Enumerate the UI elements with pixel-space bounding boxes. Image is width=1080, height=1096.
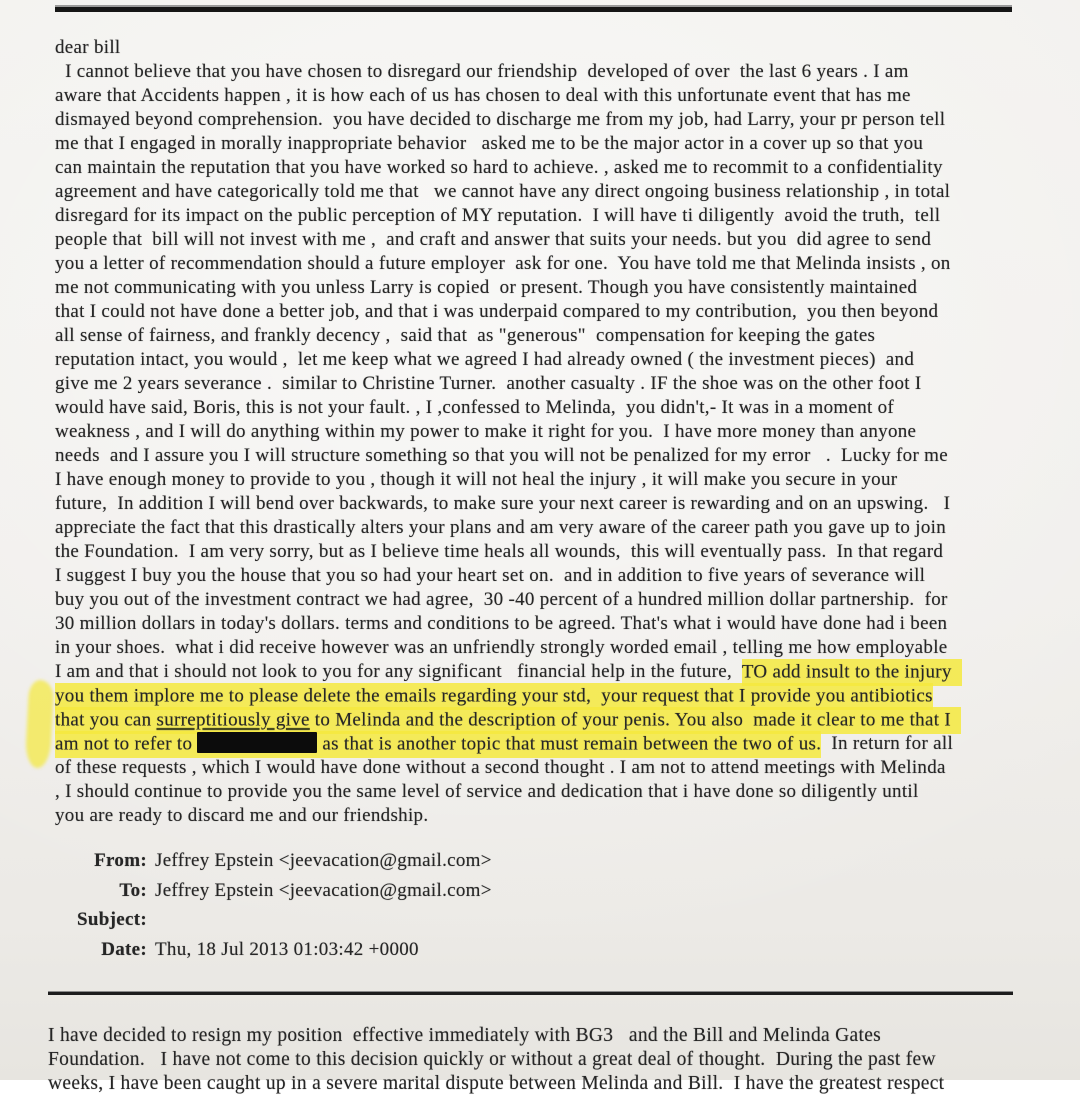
letter-line — [55, 300, 1035, 324]
letter-text: I am and that i should not look to you for any significant financial help in the future, — [55, 661, 742, 682]
letter-text: all sense of fairness, and frankly decency , said that as "generous" compensation for keeping the gates — [55, 325, 876, 346]
letter-text: in your shoes. what i did receive however was an unfriendly strongly worded email , telling me how employable — [55, 637, 948, 658]
letter-text: I suggest I buy you the house that you so had your heart set on. and in addition to five years of severance will — [55, 565, 926, 586]
letter-line — [55, 420, 1035, 444]
letter-line — [55, 540, 1035, 564]
letter-line — [55, 396, 1035, 420]
highlighted-text: as that is another topic that must remain between the two of us. — [317, 731, 821, 758]
letter-line — [55, 780, 1035, 804]
header-value: Jeffrey Epstein <jeevacation@gmail.com> — [155, 850, 492, 871]
letter-line — [55, 492, 1035, 516]
header-value: Thu, 18 Jul 2013 01:03:42 +0000 — [155, 938, 419, 960]
header-label: To: — [119, 879, 147, 901]
letter-text: disregard for its impact on the public perception of MY reputation. I will have ti diligently avoid the truth, tell — [55, 205, 941, 226]
header-row — [55, 849, 755, 872]
letter-text: that I could not have done a better job, and that i was underpaid compared to my contribution, you then beyond — [55, 301, 939, 322]
letter-text: the Foundation. I am very sorry, but as I believe time heals all wounds, this will eventually pass. In that regard — [55, 541, 944, 562]
letter-line — [55, 348, 1035, 372]
footer-line: Foundation. I have not come to this decision quickly or without a great deal of thought. During the past few — [48, 1049, 936, 1070]
letter-text: you are ready to discard me and our friendship. — [55, 805, 429, 826]
header-label: Subject: — [77, 909, 147, 930]
redaction-box — [197, 732, 317, 753]
header-row — [55, 908, 755, 931]
letter-line — [55, 132, 1035, 156]
letter-text: me not communicating with you unless Larry is copied or present. Though you have consistently maintained — [55, 277, 918, 298]
letter-line — [55, 516, 1035, 540]
letter-text: would have said, Boris, this is not your fault. , I ,confessed to Melinda, you didn't,- It was in a moment of — [55, 397, 895, 418]
highlighted-text: that you can — [55, 707, 157, 734]
letter-text: appreciate the fact that this drastically alters your plans and am very aware of the career path you gave up to join — [55, 517, 947, 538]
footer-paragraph — [48, 1024, 1048, 1096]
letter-text: you a letter of recommendation should a future employer ask for one. You have told me that Melinda insists , on — [55, 253, 951, 274]
letter-line — [55, 684, 1035, 708]
letter-text: agreement and have categorically told me that we cannot have any direct ongoing business relationship , in total — [55, 181, 951, 202]
letter-text: reputation intact, you would , let me keep what we agreed I had already owned ( the investment pieces) and — [55, 349, 915, 370]
letter-line — [55, 660, 1035, 684]
highlighted-text — [197, 731, 317, 758]
letter-text: In return for all — [821, 733, 954, 754]
letter-line — [55, 276, 1035, 300]
letter-line — [55, 708, 1035, 732]
letter-text: I have enough money to provide to you , though it will not heal the injury , it will make you secure in your — [55, 469, 898, 490]
letter-text: aware that Accidents happen , it is how each of us has chosen to deal with this unfortunate event that has me — [55, 85, 911, 106]
letter-line — [55, 636, 1035, 660]
header-value: Jeffrey Epstein <jeevacation@gmail.com> — [155, 879, 492, 901]
highlight-swipe-mark — [25, 679, 55, 768]
letter-line — [55, 204, 1035, 228]
letter-line — [55, 468, 1035, 492]
letter-line — [55, 60, 1035, 84]
header-row — [55, 938, 755, 961]
letter-text: me that I engaged in morally inappropriate behavior asked me to be the major actor in a cover up so that you — [55, 133, 924, 154]
letter-line — [55, 588, 1035, 612]
section-divider — [48, 991, 1013, 995]
letter-line — [55, 324, 1035, 348]
header-row — [55, 879, 755, 902]
letter-text: future, In addition I will bend over backwards, to make sure your next career is rewarding and on an upswing. I — [55, 493, 951, 514]
letter-line — [55, 156, 1035, 180]
letter-line — [55, 180, 1035, 204]
letter-text: buy you out of the investment contract we had agree, 30 -40 percent of a hundred million dollar partnership. for — [55, 589, 948, 610]
highlighted-text: TO add insult to the injury — [742, 659, 962, 686]
footer-line: weeks, I have been caught up in a severe marital dispute between Melinda and Bill. I have the greatest respect — [48, 1073, 945, 1094]
letter-line — [55, 612, 1035, 636]
letter-text: 30 million dollars in today's dollars. terms and conditions to be agreed. That's what i would have done had i been — [55, 613, 948, 634]
letter-line — [55, 36, 1035, 60]
letter-text: of these requests , which I would have done without a second thought . I am not to attend meetings with Melinda — [55, 757, 946, 778]
letter-line — [55, 564, 1035, 588]
letter-text: dismayed beyond comprehension. you have decided to discharge me from my job, had Larry, your pr person tell — [55, 109, 946, 130]
letter-line — [55, 444, 1035, 468]
letter-line — [55, 228, 1035, 252]
letter-line — [55, 732, 1035, 756]
letter-text: I cannot believe that you have chosen to disregard our friendship developed of over the last 6 years . I am — [55, 61, 909, 82]
letter-line — [55, 804, 1035, 828]
letter-body — [55, 36, 1035, 828]
header-value — [147, 908, 155, 931]
letter-line — [55, 372, 1035, 396]
footer-line: I have decided to resign my position effective immediately with BG3 and the Bill and Melinda Gates — [48, 1025, 882, 1046]
letter-text: weakness , and I will do anything within my power to make it right for you. I have more money than anyone — [55, 421, 917, 442]
letter-line — [55, 108, 1035, 132]
header-label: From: — [94, 850, 147, 871]
letter-line — [55, 84, 1035, 108]
letter-text: give me 2 years severance . similar to Christine Turner. another casualty . IF the shoe was on the other foot I — [55, 373, 922, 394]
email-header — [55, 849, 755, 967]
letter-text: dear bill — [55, 37, 121, 58]
highlighted-text: you them implore me to please delete the emails regarding your std, your request that I provide you antibiotics — [55, 683, 933, 710]
letter-text: can maintain the reputation that you have worked so hard to achieve. , asked me to recommit to a confidentiality — [55, 157, 943, 178]
letter-text: people that bill will not invest with me , and craft and answer that suits your needs. but you did agree to send — [55, 229, 932, 250]
letter-line — [55, 252, 1035, 276]
letter-text: , I should continue to provide you the same level of service and dedication that i have done so diligently until — [55, 781, 919, 802]
header-label: Date: — [101, 938, 147, 960]
highlighted-text: am not to refer to — [55, 731, 197, 758]
top-scan-rule — [55, 5, 1012, 12]
highlighted-text: surreptitiously give — [157, 707, 310, 734]
letter-line — [55, 756, 1035, 780]
letter-text: needs and I assure you I will structure something so that you will not be penalized for my error . Lucky for me — [55, 445, 948, 466]
highlighted-text: to Melinda and the description of your penis. You also made it clear to me that I — [310, 707, 961, 734]
